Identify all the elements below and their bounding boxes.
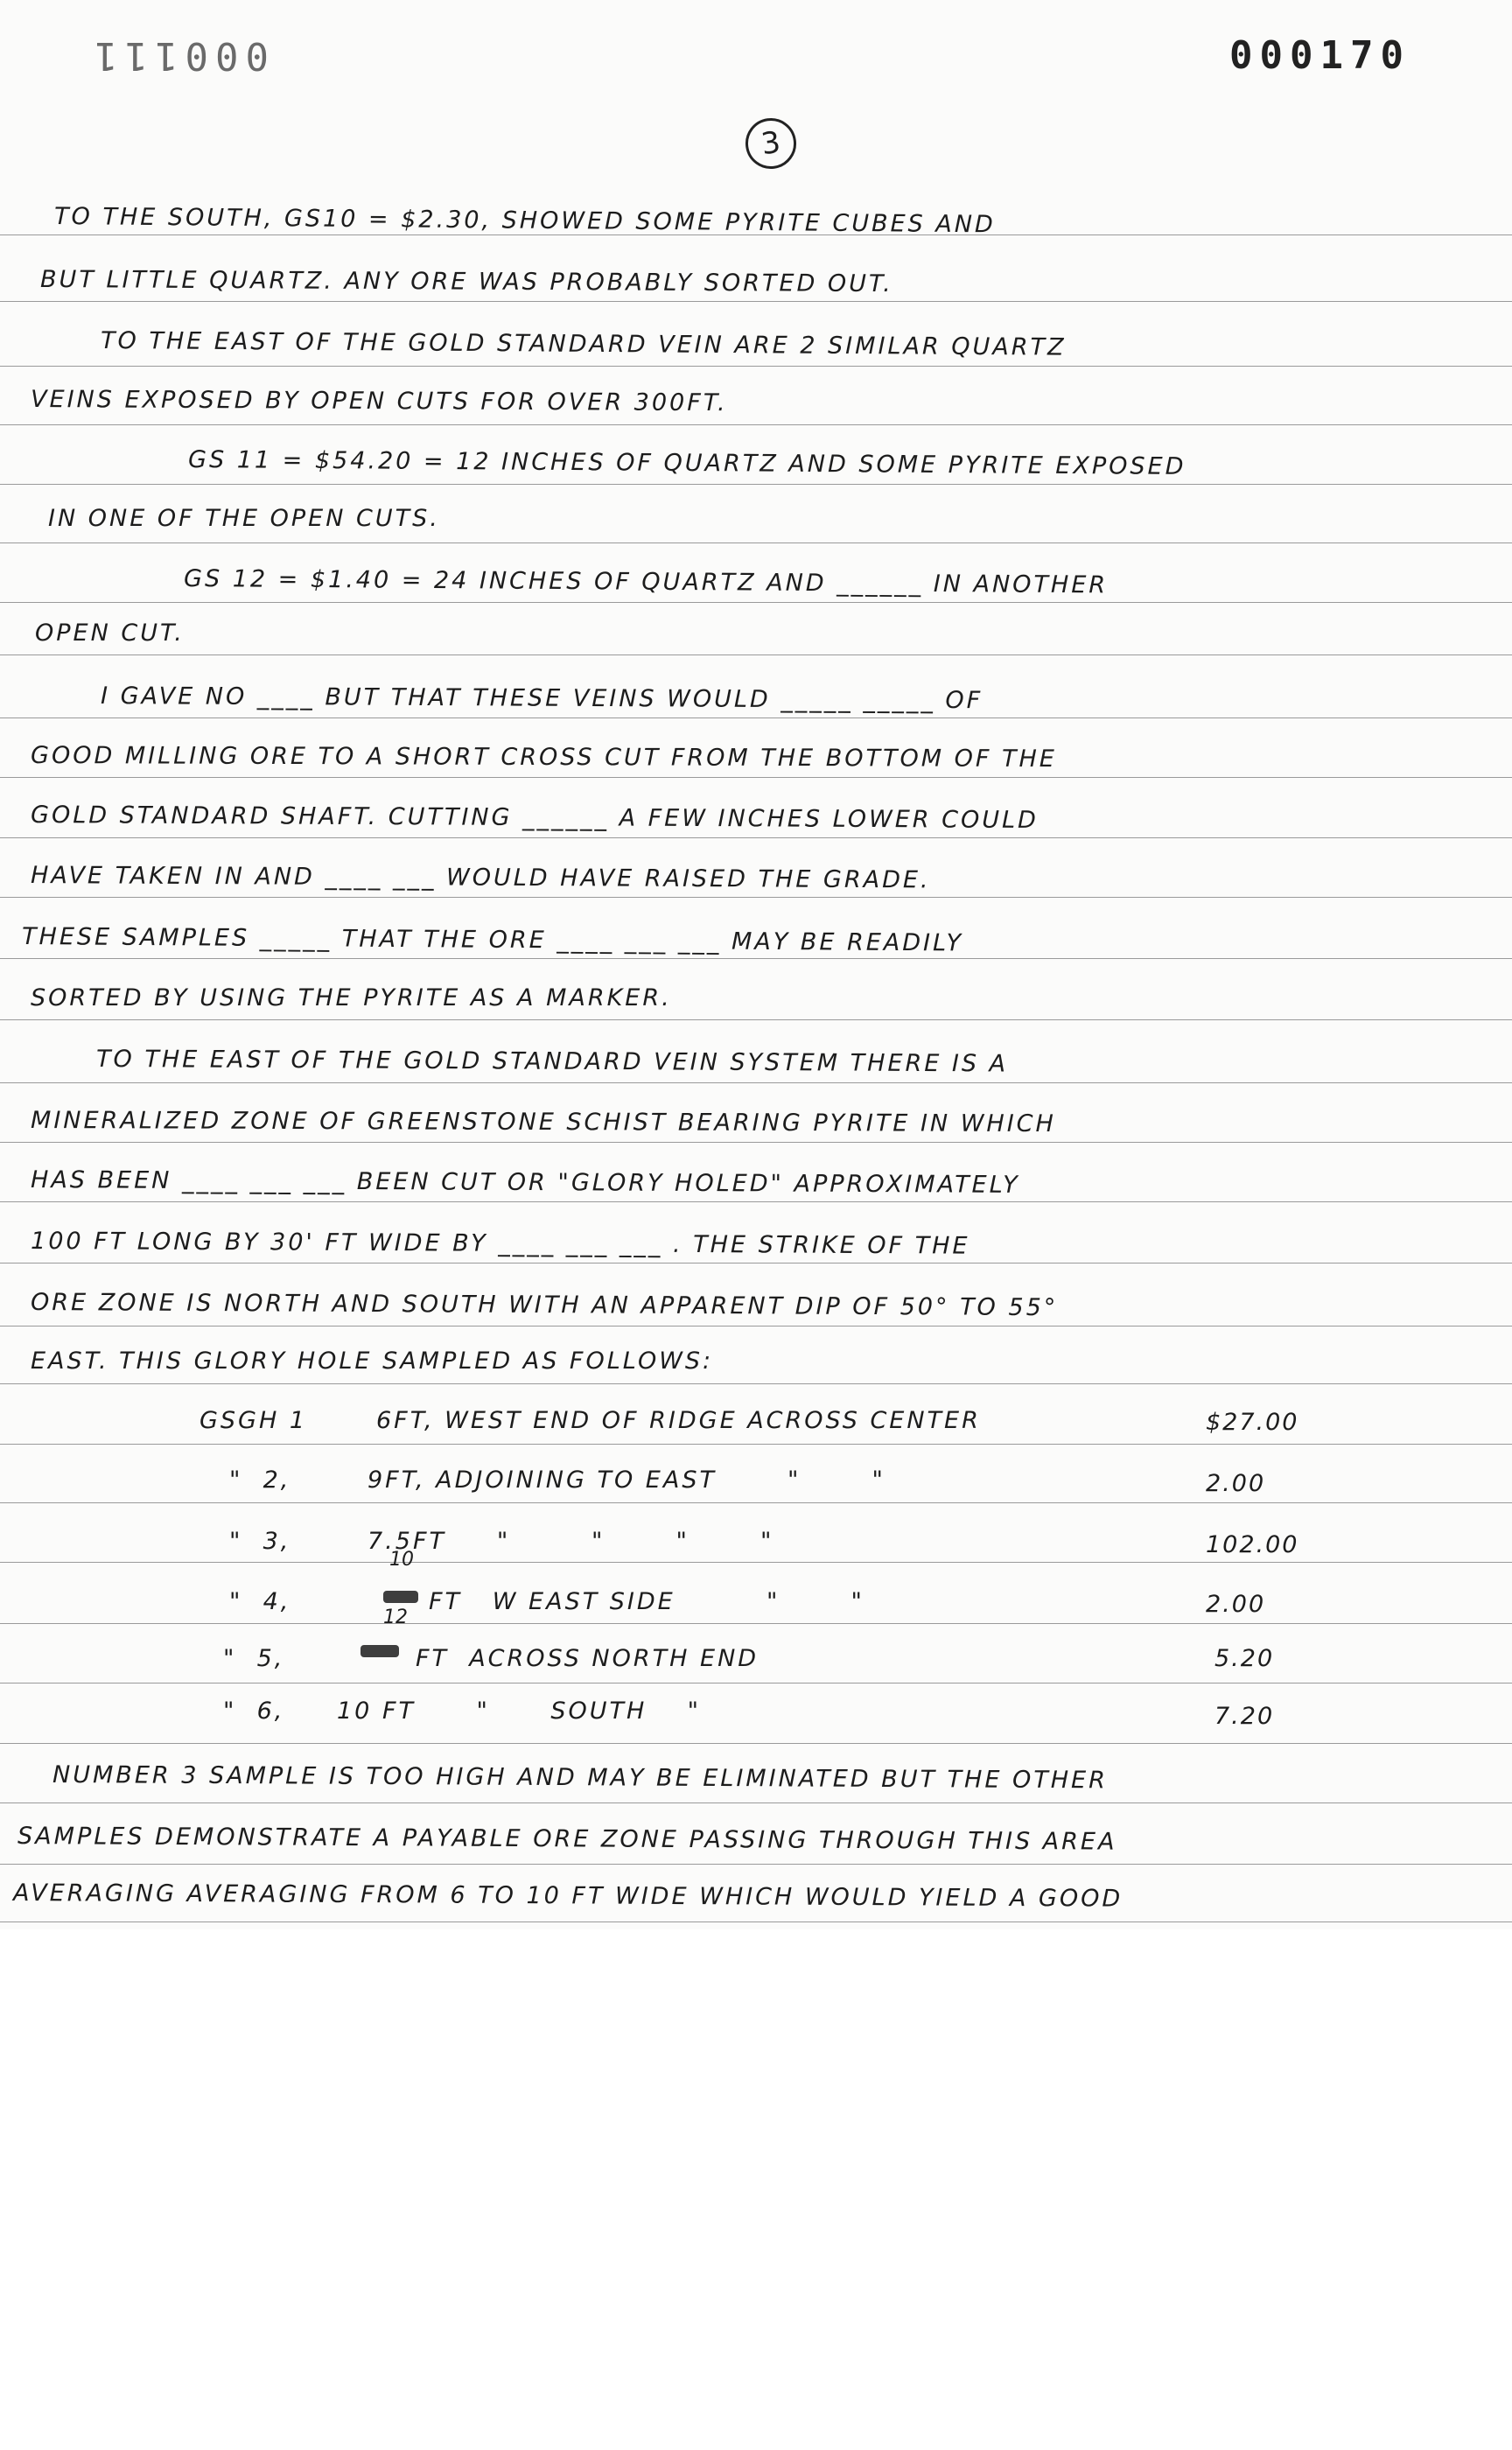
sample-amount: 2.00 [1206,1591,1266,1618]
text-line: IN ONE OF THE OPEN CUTS. [48,505,440,532]
sample-id: " 6, [223,1698,285,1725]
rule-line [0,837,1512,838]
scribbled-out-number [360,1645,399,1657]
sample-id: " 4, [229,1588,291,1615]
rule-line [0,654,1512,655]
text-line: HAS BEEN ____ ___ ___ BEEN CUT OR "GLORY HOLED" APPROXIMATELY [31,1166,1020,1199]
rule-line [0,484,1512,485]
rule-line [0,777,1512,778]
text-line: AVERAGING AVERAGING FROM 6 TO 10 FT WIDE WHICH WOULD YIELD A GOOD [13,1880,1124,1913]
sample-description: 7.5FT " " " " [368,1528,774,1555]
rule-line [0,1201,1512,1202]
sample-description: 10 FT " SOUTH " [337,1698,702,1725]
sample-amount: 102.00 [1206,1531,1299,1558]
rule-line [0,1263,1512,1264]
sample-description: 6FT, WEST END OF RIDGE ACROSS CENTER [376,1407,981,1434]
text-line: TO THE EAST OF THE GOLD STANDARD VEIN SYSTEM THERE IS A [96,1046,1009,1078]
rule-line [0,1562,1512,1563]
sample-description: FT W EAST SIDE " " [429,1588,864,1615]
text-line: VEINS EXPOSED BY OPEN CUTS FOR OVER 300FT. [31,386,728,417]
rule-line [0,1444,1512,1445]
rule-line [0,897,1512,898]
sample-id: " 2, [229,1466,291,1494]
text-line: GS 12 = $1.40 = 24 INCHES OF QUARTZ AND ______ IN ANOTHER [184,565,1109,599]
sample-id: " 5, [223,1645,285,1672]
text-line: NUMBER 3 SAMPLE IS TOO HIGH AND MAY BE ELIMINATED BUT THE OTHER [52,1761,1108,1795]
sample-amount: 7.20 [1214,1703,1275,1730]
rule-line [0,1864,1512,1865]
sample-id: GSGH 1 [200,1407,308,1434]
text-line: HAVE TAKEN IN AND ____ ___ WOULD HAVE RAISED THE GRADE. [31,862,931,894]
text-line: TO THE EAST OF THE GOLD STANDARD VEIN ARE 2 SIMILAR QUARTZ [101,327,1067,361]
rule-line [0,1502,1512,1503]
sample-id: " 3, [229,1528,291,1555]
blank-margin [0,1929,1512,2450]
rule-line [0,366,1512,367]
sample-amount: $27.00 [1206,1409,1299,1436]
rule-line [0,542,1512,543]
correction-number: 10 [389,1549,414,1571]
text-line: GOOD MILLING ORE TO A SHORT CROSS CUT FROM THE BOTTOM OF THE [31,742,1057,774]
rule-line [0,424,1512,425]
rule-line [0,1683,1512,1684]
text-line: 100 FT LONG BY 30' FT WIDE BY ____ ___ ___ . THE STRIKE OF THE [31,1228,970,1260]
text-line: GOLD STANDARD SHAFT. CUTTING ______ A FEW INCHES LOWER COULD [31,802,1039,835]
rule-line [0,1623,1512,1624]
text-line: SORTED BY USING THE PYRITE AS A MARKER. [31,984,672,1012]
text-line: TO THE SOUTH, GS10 = $2.30, SHOWED SOME PYRITE CUBES AND [54,203,996,239]
rule-line [0,1019,1512,1020]
rule-line [0,602,1512,603]
rule-line [0,1383,1512,1384]
circled-page-number: 3 [742,115,800,172]
scribbled-out-number [383,1591,418,1603]
correction-number: 12 [383,1606,408,1628]
sample-amount: 5.20 [1214,1645,1275,1672]
text-line: THESE SAMPLES _____ THAT THE ORE ____ ___ ___ MAY BE READILY [22,923,964,957]
text-line: ORE ZONE IS NORTH AND SOUTH WITH AN APPARENT DIP OF 50° TO 55° [31,1289,1059,1322]
rule-line [0,1802,1512,1803]
text-line: SAMPLES DEMONSTRATE A PAYABLE ORE ZONE PASSING THROUGH THIS AREA [18,1823,1117,1856]
rule-line [0,1082,1512,1083]
bates-stamp: 000170 [1229,33,1410,78]
sample-amount: 2.00 [1206,1470,1266,1497]
rule-line [0,1142,1512,1143]
text-line: OPEN CUT. [35,620,185,647]
text-line: BUT LITTLE QUARTZ. ANY ORE WAS PROBABLY SORTED OUT. [40,266,893,298]
text-line: I GAVE NO ____ BUT THAT THESE VEINS WOULD _____ _____ OF [101,682,984,715]
text-line: GS 11 = $54.20 = 12 INCHES OF QUARTZ AND SOME PYRITE EXPOSED [188,446,1186,480]
bates-stamp-inverted: 000111 [88,33,269,78]
text-line: MINERALIZED ZONE OF GREENSTONE SCHIST BEARING PYRITE IN WHICH [31,1107,1056,1138]
sample-description: 9FT, ADJOINING TO EAST " " [368,1466,886,1494]
text-line: EAST. THIS GLORY HOLE SAMPLED AS FOLLOWS: [31,1348,714,1375]
rule-line [0,301,1512,302]
sample-description: FT ACROSS NORTH END [416,1645,760,1672]
rule-line [0,1743,1512,1744]
rule-line [0,958,1512,959]
